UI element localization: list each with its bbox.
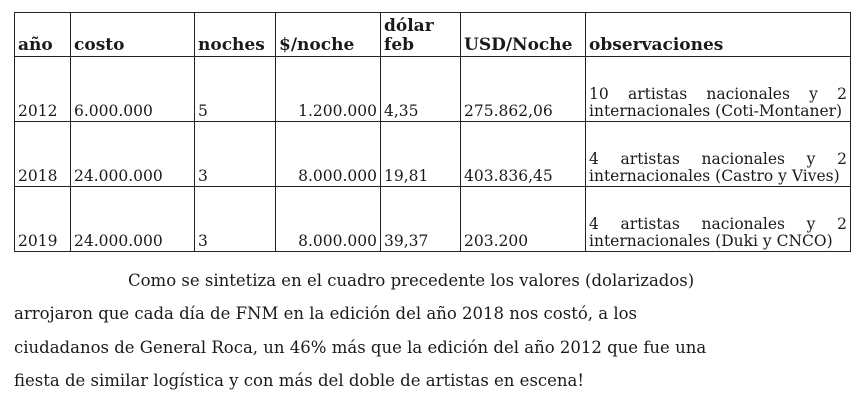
header-anio: año bbox=[15, 13, 71, 57]
paragraph-line-3: ciudadanos de General Roca, un 46% más que la edición del año 2012 que fue una bbox=[14, 338, 707, 357]
header-dolar-feb: dólar feb bbox=[381, 13, 461, 57]
cell-usd-noche: 275.862,06 bbox=[461, 57, 586, 122]
cell-por-noche: 8.000.000 bbox=[276, 122, 381, 187]
cell-dolar: 19,81 bbox=[381, 122, 461, 187]
paragraph-line-4: fiesta de similar logística y con más del doble de artistas en escena! bbox=[14, 371, 585, 390]
cell-anio: 2018 bbox=[15, 122, 71, 187]
cell-usd-noche: 203.200 bbox=[461, 187, 586, 252]
header-por-noche: $/noche bbox=[276, 13, 381, 57]
table-row bbox=[15, 57, 851, 122]
table-header-row bbox=[15, 13, 851, 57]
cell-observaciones: 10 artistas nacionales y 2 internacionales (Coti-Montaner) bbox=[586, 57, 851, 122]
cell-costo: 24.000.000 bbox=[71, 187, 195, 252]
cell-dolar: 4,35 bbox=[381, 57, 461, 122]
cell-por-noche: 8.000.000 bbox=[276, 187, 381, 252]
table-row bbox=[15, 187, 851, 252]
cell-anio: 2019 bbox=[15, 187, 71, 252]
cell-noches: 5 bbox=[195, 57, 276, 122]
cell-costo: 24.000.000 bbox=[71, 122, 195, 187]
cell-noches: 3 bbox=[195, 122, 276, 187]
cell-usd-noche: 403.836,45 bbox=[461, 122, 586, 187]
cell-noches: 3 bbox=[195, 187, 276, 252]
cell-por-noche: 1.200.000 bbox=[276, 57, 381, 122]
cell-anio: 2012 bbox=[15, 57, 71, 122]
cell-observaciones: 4 artistas nacionales y 2 internacionales (Castro y Vives) bbox=[586, 122, 851, 187]
table-row bbox=[15, 122, 851, 187]
fnm-cost-table bbox=[14, 12, 851, 252]
cell-dolar: 39,37 bbox=[381, 187, 461, 252]
paragraph-line-2: arrojaron que cada día de FNM en la edición del año 2018 nos costó, a los bbox=[14, 304, 638, 323]
cell-costo: 6.000.000 bbox=[71, 57, 195, 122]
cell-observaciones: 4 artistas nacionales y 2 internacionales (Duki y CNCO) bbox=[586, 187, 851, 252]
header-noches: noches bbox=[195, 13, 276, 57]
header-usd-noche: USD/Noche bbox=[461, 13, 586, 57]
paragraph-line-1: Como se sintetiza en el cuadro precedente los valores (dolarizados) bbox=[128, 271, 695, 290]
header-costo: costo bbox=[71, 13, 195, 57]
header-observaciones: observaciones bbox=[586, 13, 851, 57]
